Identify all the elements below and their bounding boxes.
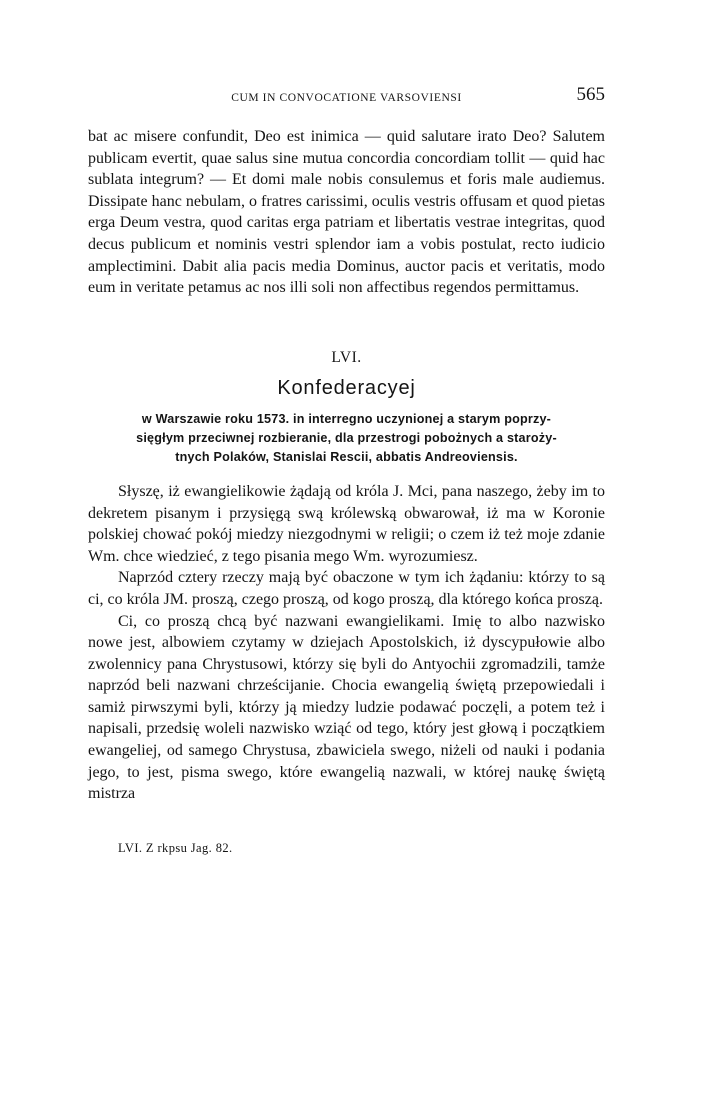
paragraph: Słyszę, iż ewangielikowie żądają od króla J. Mci, pana naszego, żeby im to dekretem pisanym i przysięgą swą królewską obwarował, iż ma w Koronie polskiej chować pokój miedzy niezgodnymi w religii; o czem iż też moje zdanie Wm. chce wiedzieć, z tego pisania mego Wm. wyrozumiesz. (88, 482, 605, 565)
page-number: 565 (576, 84, 605, 105)
document-number: LVI. (331, 348, 362, 366)
intro-paragraph: bat ac misere confundit, Deo est inimica — quid salutare irato Deo? Salutem publicam evertit, quae salus sine mutua concordia concordiam tollit — quid hac sublata integrum? — Et domi male nobis consulemus et foris male audiemus. Dissipate hanc nebulam, o fratres carissimi, oculis vestris offusam et quod pietas erga Deum vestra, quod caritas erga patriam et libertatis vestrae integritas, quod decus publicum et nominis vestri splendor iam a vobis postulat, recto iudicio amplectimini. Dabit alia pacis media Dominus, auctor pacis et veritatis, modo eum in veritate petamus ac nos illi soli non affectibus regendos permittamus. (88, 128, 605, 297)
document-text (88, 481, 605, 805)
book-page (88, 84, 605, 856)
paragraph: Naprzód cztery rzeczy mają być obaczone w tym ich żądaniu: którzy to są ci, co króla JM. proszą, czego proszą, od kogo proszą, dla którego końca proszą. (88, 569, 605, 608)
paragraph: Ci, co proszą chcą być nazwani ewangielikami. Imię to albo nazwisko nowe jest, albowiem czytamy w dziejach Apostolskich, iż dyscypułowie albo zwolennicy pana Chrystusowi, którzy się byli do Antyochii zgromadzili, tamże naprzód beli nazwani chrześcijanie. Chocia ewangelią świętą przepowiedali i samiż pirwszymi byli, którzy ją miedzy ludzie podawać poczęli, a potem też i napisali, przedsię woleli nazwisko wziąć od tego, który jest głową i początkiem ewangeliej, od samego Chrystusa, zbawiciela swego, niżeli od nauki i podania jego, to jest, pisma swego, które ewangelią nazwali, w której naukę świętą mistrza (88, 612, 605, 803)
footnote: LVI. Z rkpsu Jag. 82. (118, 840, 233, 855)
subtitle-line: w Warszawie roku 1573. in interregno uczynionej a starym poprzy- (141, 411, 552, 426)
running-title: CUM IN CONVOCATIONE VARSOVIENSI (231, 92, 462, 104)
page-header (88, 84, 605, 110)
document-title: Konfederacyej (277, 377, 416, 400)
main-text (88, 126, 605, 805)
document-subtitle (88, 410, 605, 467)
subtitle-line: tnych Polaków, Stanislai Rescii, abbatis Andreoviensis. (175, 449, 518, 464)
subtitle-line: sięgłym przeciwnej rozbieranie, dla przestrogi pobożnych a staroży- (136, 430, 557, 445)
